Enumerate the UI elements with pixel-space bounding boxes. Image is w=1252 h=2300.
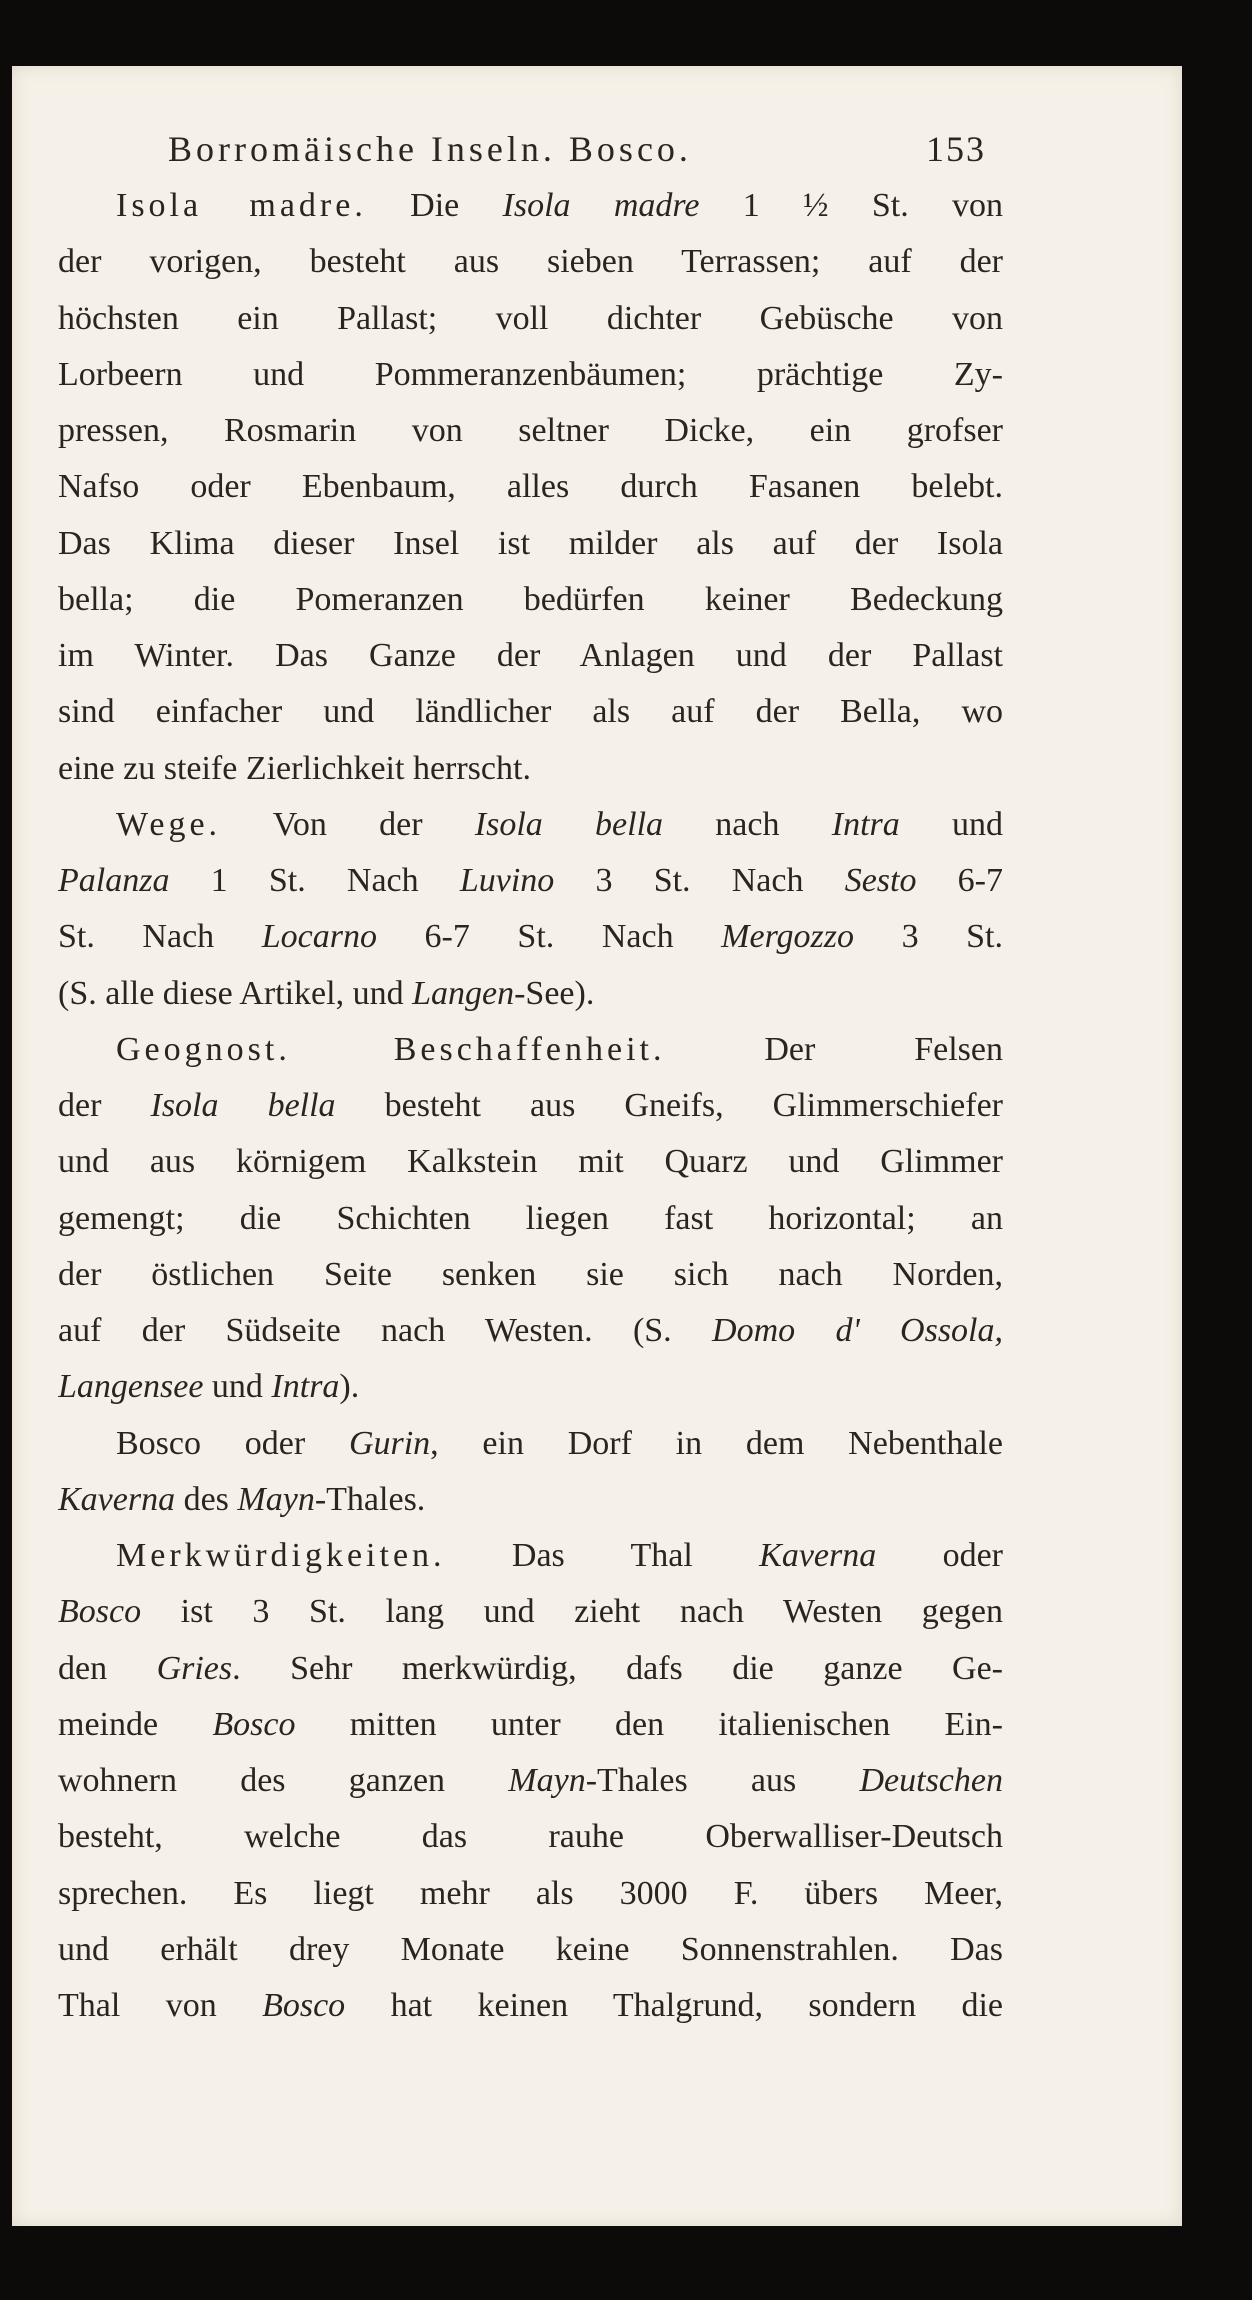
section-heading: Wege.	[116, 805, 222, 843]
text-line: Kaverna des Mayn-Thales.	[58, 1480, 426, 1518]
text-line: Wege. Von der Isola bella nach Intra und	[116, 805, 1003, 843]
text-line: Nafso oder Ebenbaum, alles durch Fasanen belebt.	[58, 468, 1003, 506]
text-line: den Gries. Sehr merkwürdig, dafs die ganze Ge-	[58, 1649, 1003, 1687]
text-line: besteht, welche das rauhe Oberwalliser-Deutsch	[58, 1818, 1003, 1856]
text-line: Geognost. Beschaffenheit. Der Felsen	[116, 1030, 1003, 1068]
place-name: Gurin	[348, 1424, 431, 1462]
place-name: Isola madre	[502, 187, 700, 224]
paragraph-wege	[58, 797, 1003, 1022]
text-line: Bosco oder Gurin, ein Dorf in dem Nebenthale	[116, 1424, 1003, 1462]
text-line: sprechen. Es liegt mehr als 3000 F. übers Meer,	[58, 1874, 1003, 1912]
text-line: gemengt; die Schichten liegen fast horizontal; an	[58, 1199, 1003, 1237]
text-line: Bosco ist 3 St. lang und zieht nach Westen gegen	[58, 1593, 1003, 1631]
place-name: Kaverna	[759, 1537, 877, 1574]
text-line: Palanza 1 St. Nach Luvino 3 St. Nach Sesto 6-7	[58, 862, 1003, 899]
place-name: Isola bella	[474, 805, 664, 843]
text-line: sind einfacher und ländlicher als auf der Bella, wo	[58, 693, 1003, 731]
text-line: meinde Bosco mitten unter den italienischen Ein-	[58, 1705, 1003, 1743]
text-line: der Isola bella besteht aus Gneifs, Glimmerschiefer	[58, 1087, 1003, 1124]
text-line: der östlichen Seite senken sie sich nach Norden,	[58, 1255, 1003, 1293]
place-name: Bosco	[212, 1705, 296, 1743]
paragraph-bosco	[58, 1416, 1003, 1529]
text-line: (S. alle diese Artikel, und Langen-See).	[58, 974, 595, 1012]
place-name: Mayn	[508, 1762, 586, 1799]
place-name: Locarno	[261, 918, 377, 956]
place-name: Kaverna	[58, 1480, 176, 1518]
text-line: höchsten ein Pallast; voll dichter Gebüsche von	[58, 299, 1003, 337]
place-name: Gries	[156, 1649, 233, 1687]
place-name: Luvino	[459, 862, 555, 899]
text-line: Lorbeern und Pommeranzenbäumen; prächtige Zy-	[58, 355, 1003, 393]
text-line: Das Klima dieser Insel ist milder als auf der Isola	[58, 524, 1003, 562]
section-heading: Isola madre.	[116, 187, 367, 224]
place-name: Mergozzo	[721, 918, 855, 956]
text-line: wohnern des ganzen Mayn-Thales aus Deutschen	[58, 1762, 1003, 1799]
place-name: Intra	[831, 805, 900, 843]
place-name: Bosco	[58, 1593, 142, 1631]
text-line: Langensee und Intra).	[58, 1368, 360, 1406]
text-line: auf der Südseite nach Westen. (S. Domo d' Ossola,	[58, 1312, 1003, 1349]
place-name: Intra	[271, 1368, 340, 1406]
running-title: Borromäische Inseln. Bosco.	[168, 129, 692, 169]
place-name: Bosco	[262, 1987, 346, 2024]
body-text	[58, 178, 1003, 2034]
text-line: pressen, Rosmarin von seltner Dicke, ein grofser	[58, 412, 1003, 449]
place-name: Mayn	[237, 1480, 315, 1518]
place-name: Palanza	[58, 862, 170, 899]
paragraph-geognost	[58, 1022, 1003, 1416]
place-name: Deutschen	[859, 1762, 1003, 1799]
paragraph-merkwuerdigkeiten	[58, 1528, 1003, 2034]
text-line: und aus körnigem Kalkstein mit Quarz und Glimmer	[58, 1143, 1003, 1181]
text-line: bella; die Pomeranzen bedürfen keiner Bedeckung	[58, 580, 1003, 618]
place-name: Isola bella	[150, 1087, 336, 1124]
running-header	[168, 128, 986, 180]
place-name: Langensee	[58, 1368, 204, 1406]
place-name: Langen	[412, 974, 515, 1012]
text-line: der vorigen, besteht aus sieben Terrassen; auf der	[58, 243, 1003, 281]
text-line: Isola madre. Die Isola madre 1 ½ St. von	[116, 187, 1003, 224]
text-line: Merkwürdigkeiten. Das Thal Kaverna oder	[116, 1537, 1003, 1574]
page-number: 153	[926, 129, 986, 169]
paragraph-isola-madre	[58, 178, 1003, 797]
text-line: Thal von Bosco hat keinen Thalgrund, sondern die	[58, 1987, 1003, 2024]
text-line: und erhält drey Monate keine Sonnenstrahlen. Das	[58, 1930, 1003, 1968]
section-heading: Merkwürdigkeiten.	[116, 1537, 446, 1574]
text-line: St. Nach Locarno 6-7 St. Nach Mergozzo 3 St.	[58, 918, 1003, 956]
section-heading: Geognost. Beschaffenheit.	[116, 1030, 666, 1068]
text-line: eine zu steife Zierlichkeit herrscht.	[58, 749, 531, 787]
place-name: Sesto	[844, 862, 917, 899]
place-name: Domo d' Ossola,	[712, 1312, 1003, 1349]
text-line: im Winter. Das Ganze der Anlagen und der Pallast	[58, 637, 1003, 674]
